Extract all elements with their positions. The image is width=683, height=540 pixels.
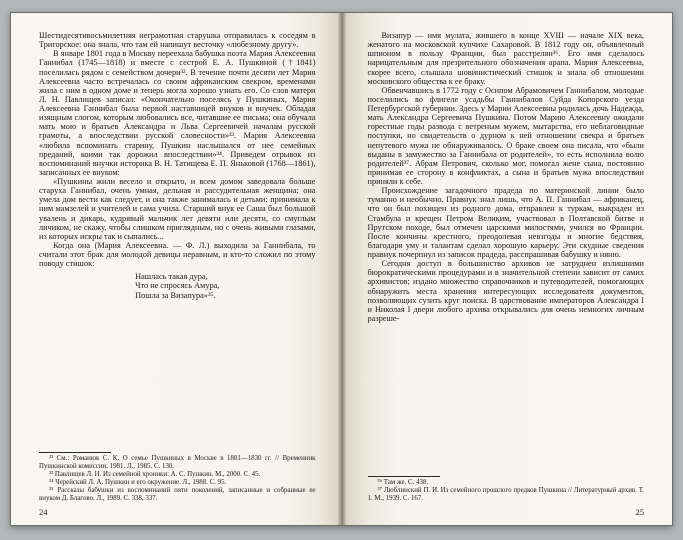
left-page (11, 13, 338, 525)
verse-line: Пошла за Визапура»³⁵. (135, 290, 216, 300)
footnote: ³⁶ Там же. С. 438. (377, 479, 429, 487)
page-number: 24 (39, 507, 48, 517)
footnote: ³⁴ Черейский Л. А. Пушкин и его окружение. Л., 1988. С. 95. (49, 479, 227, 487)
paragraph: Сегодня доступ в большинство архивов не затруднен излишними бюрократическими процедурами и в значительной степени зависит от самих архивистов; издано множество справочников и путеводителей, помогающих обнаружить места хранения интересующих исследователя документов, позволяющих сузить круг поиска. В царствование императоров Александра I и Николая I двери любого архива открывались для очень немногих личным разреше- (367, 259, 644, 323)
right-footnotes (368, 473, 645, 503)
verse-line: Нашлась такая дура, (135, 272, 208, 282)
footnote: ³³ Павлищев Л. Н. Из семейной хроники: А. С. Пушкин. М., 2000. С. 45. (49, 471, 261, 479)
footnote: ³² См.: Романюк С. К. О семье Пушкиных в Москве в 1801—1830 гг. // Временник Пушкинской комиссии. 1981. Л., 1985. С. 130. (39, 455, 316, 471)
paragraph: Шестидесятивосьмилетняя неграмотная старушка отправилась к соседям в Тригорское: она знала, что там ей напишут весточку «любезному другу». (39, 31, 316, 50)
left-footnotes (39, 449, 316, 503)
book-spine (338, 13, 346, 525)
footnote-rule (39, 452, 111, 453)
book-spread (10, 12, 673, 526)
page-number: 25 (635, 507, 644, 517)
footnote: ³⁷ Люблинский П. И. Из семейного прошлого предков Пушкина // Литературный архив. Т. 1. М., 1939. С. 167. (367, 487, 644, 503)
verse-line: Что не спросясь Амура, (135, 281, 220, 291)
paragraph: Когда она (Мария Алексеевна. — Ф. Л.) выходила за Ганнибала, то считали этот брак для молодой девицы неравным, и кто-то сложил по этому поводу стишок: (39, 240, 316, 269)
paragraph: В январе 1801 года в Москву переехала бабушка поэта Мария Алексеевна Ганнибал (1745—1818) и вместе с сестрой Е. А. Пушкиной (†1841) поселилась рядом с семейством дочери³². В течение почти десяти лет Мария Алексеевна часто встречалась со своим африканским свекром, временами жила с ним в одном доме и теперь могла хорошо узнать его. Со слов матери Л. Н. Павлищев записал: «Окончательно поселясь у Пушкиных, Мария Алексеевна Ганнибал была первой наставницей внуков и внучек. Обладая изящным слогом, которым любовались все, читавшие ее письма; она обучала мать мою и братьев Александра и Льва Сергеевичей началам русской грамоты, а впоследствии русской словесности»³³. Мария Алексеевна «любила вспоминать старину, Пушкин наслышался от нее семейных преданий, коими так дорожил впоследствии»³⁴. Приведем отрывок из воспоминаний внучки историка В. Н. Татищева Е. П. Яньковой (1768—1861), записанных ее внуком: (39, 49, 316, 177)
paragraph: Происхождение загадочного прадеда по материнской линии было туманно и необычно. Правнук знал лишь, что А. П. Ганнибал — африканец, что он был похищен из родного дома, отправлен к туркам, выкраден из Стамбула и крещен Петром Великим, участвовал в Полтавской битве и Прутском походе, был отмечен царскими милостями, учился во Франции. После кончины крестного, преодолевая невзгоды и многие бедствия, благодаря уму и талантам сделал хорошую карьеру. Эти скудные сведения правнук почерпнул из записок прадеда, расспрашивая бабушку и няню. (367, 186, 644, 259)
paragraph: «Пушкины жили весело и открыто, и всем домом заведовала больше старуха Ганнибал, очень умная, дельная и рассудительная женщина; она умела дом вести как следует, и она также занималась и детьми: принимала к ним мамзелей и учителей и сама учила. Старший внук ее Саша был большой увалень и дикарь, кудрявый мальчик лет девяти или десяти, со смуглым личиком, не скажу, чтобы слишком приглядным, но с очень живыми глазами, из которых искры так и сыпались... (39, 177, 316, 241)
right-page-body (368, 31, 645, 473)
verse-block (135, 272, 219, 299)
footnote-rule (368, 476, 440, 477)
left-page-body (39, 31, 316, 449)
paragraph: Обвенчавшись в 1772 году с Осипом Абрамовичем Ганнибалом, молодые поселились во флигеле усадьбы Ганнибалов Суйда Копорского уезда Петербургской губернии. Здесь у Марии Алексеевны родилась дочь Надежда, мать Александра Сергеевича Пушкина. Потом Марию Алексеевну ожидали горестные годы развода с ветреным мужем, мытарства, его неблаговидные поступки, но свидетельств о дурном к ней отношении свекра и братьев непутевого мужа не обнаруживалось. О браке своем она писала, что «были выданы в замужество за Ганнибала от родителей», то есть исполнила волю родителей³⁷. Абрам Петрович, сколько мог, помогал жене сына, постоянно принимая ее сторону в конфликтах, а сына и братьев мужа впоследствии приняли к себе. (367, 85, 644, 186)
paragraph: Визапур — имя мулата, жившего в конце XVIII — начале XIX века, женатого на московской купчихе Сахаровой. В 1812 году он, объявленный шпионом в пользу Франции, был расстрелян³⁶. Его имя сделалось нарицательным для презрительного обозначения арапа. Мария Алексеевна, скорее всего, слышала шовинистический стишок и знала об отношении московского общества к ее браку. (367, 31, 644, 86)
right-page (346, 13, 673, 525)
footnote: ³⁵ Рассказы бабушки из воспоминаний пяти поколений, записанные и собранные ее внуком Д. Благово. Л., 1989. С. 338, 337. (39, 487, 316, 503)
